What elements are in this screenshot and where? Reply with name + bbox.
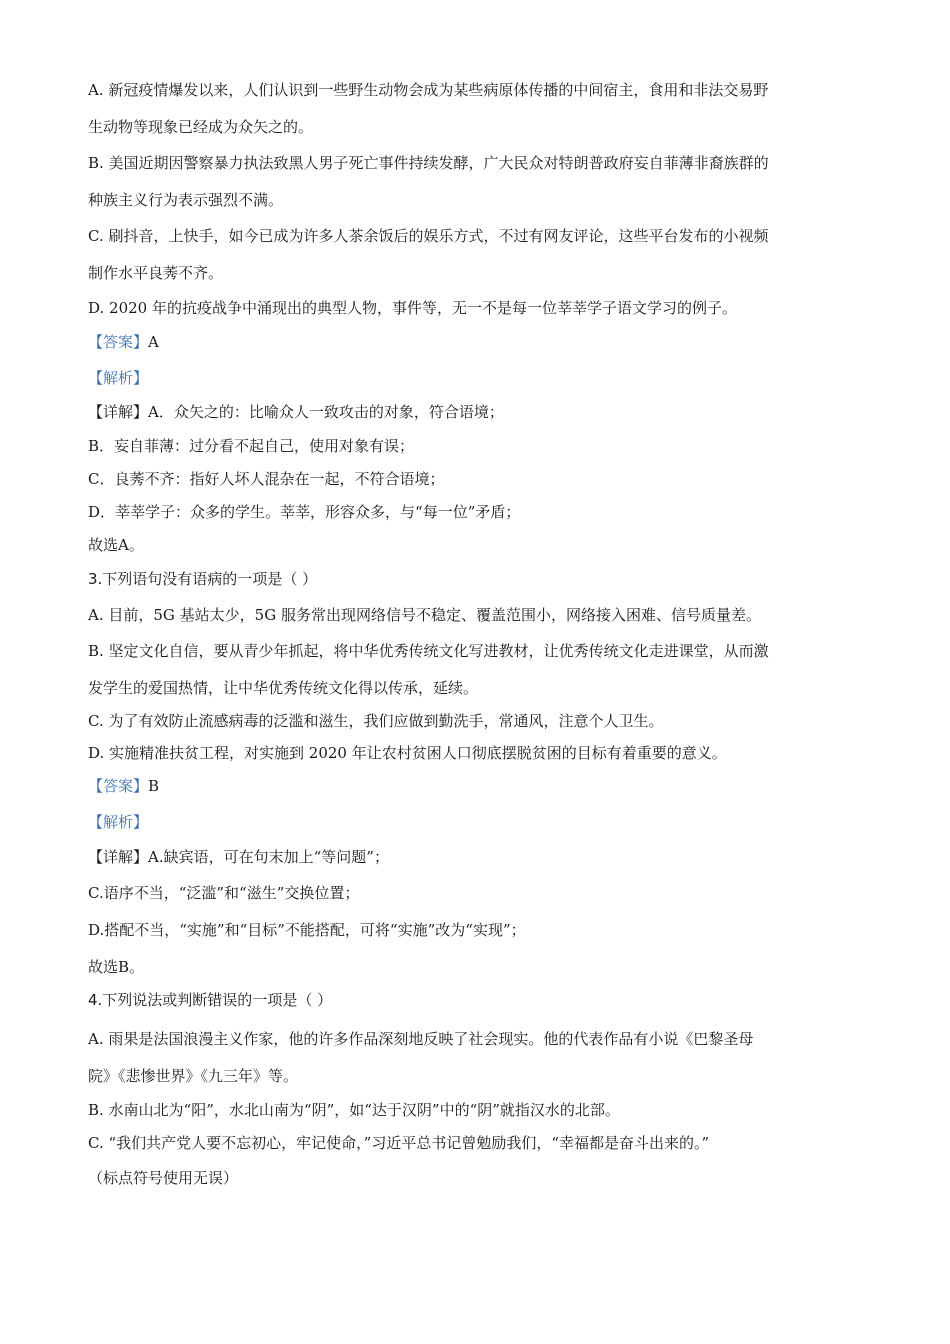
answer-value: B — [148, 777, 160, 795]
q3-detail-3: D.搭配不当，“实施”和“目标”不能搭配，可将“实施”改为“实现”； — [88, 921, 526, 939]
q3-option-b-line1: B. 坚定文化自信，要从青少年抓起，将中华优秀传统文化写进教材，让优秀传统文化走进课堂，从而激 — [88, 642, 769, 660]
answer-tag: 【答案】 — [88, 333, 149, 351]
q3-option-a: A. 目前，5G 基站太少，5G 服务常出现网络信号不稳定、覆盖范围小，网络接入困难、信号质量差。 — [88, 606, 761, 624]
answer-tag: 【答案】 — [88, 777, 149, 795]
q3-option-d: D. 实施精准扶贫工程，对实施到 2020 年让农村贫困人口彻底摆脱贫困的目标有着重要的意义。 — [88, 744, 727, 762]
q3-detail-2: C.语序不当，“泛滥”和“滋生”交换位置； — [88, 884, 360, 902]
q2-option-d-line1: D. 2020 年的抗疫战争中涌现出的典型人物，事件等，无一不是每一位莘莘学子语文学习的例子。 — [88, 299, 737, 317]
q2-answer — [88, 332, 159, 352]
q3-question: 3.下列语句没有语病的一项是（ ） — [88, 570, 318, 588]
q2-option-c-line1: C. 刷抖音，上快手，如今已成为许多人茶余饭后的娱乐方式，不过有网友评论，这些平台发布的小视频 — [88, 227, 769, 245]
answer-value: A — [148, 333, 159, 351]
q2-detail-3: C．良莠不齐：指好人坏人混杂在一起，不符合语境； — [88, 470, 445, 488]
q3-analysis-tag: 【解析】 — [88, 813, 149, 831]
q4-option-c-line1: C. “我们共产党人要不忘初心，牢记使命，”习近平总书记曾勉励我们，“幸福都是奋斗出来的。” — [88, 1134, 710, 1152]
q2-detail-4: D．莘莘学子：众多的学生。莘莘，形容众多，与“每一位”矛盾； — [88, 503, 521, 521]
q2-option-a-line2: 生动物等现象已经成为众矢之的。 — [88, 118, 314, 136]
q3-answer — [88, 776, 159, 796]
q2-detail-5: 故选A。 — [88, 536, 144, 554]
q2-option-b-line1: B. 美国近期因警察暴力执法致黑人男子死亡事件持续发酵，广大民众对特朗普政府妄自菲薄非裔族群的 — [88, 154, 769, 172]
q2-detail-1: 【详解】A．众矢之的：比喻众人一致攻击的对象，符合语境； — [88, 403, 504, 421]
q3-option-c: C. 为了有效防止流感病毒的泛滥和滋生，我们应做到勤洗手，常通风，注意个人卫生。 — [88, 712, 664, 730]
q2-analysis-tag: 【解析】 — [88, 369, 149, 387]
q4-option-c-line2: （标点符号使用无误） — [88, 1169, 239, 1187]
q3-detail-4: 故选B。 — [88, 958, 145, 976]
q4-question: 4.下列说法或判断错误的一项是（ ） — [88, 991, 333, 1009]
q3-option-b-line2: 发学生的爱国热情，让中华优秀传统文化得以传承，延续。 — [88, 679, 479, 697]
q2-detail-2: B．妄自菲薄：过分看不起自己，使用对象有误； — [88, 437, 415, 455]
q4-option-a-line2: 院》《悲惨世界》《九三年》等。 — [88, 1067, 299, 1085]
q2-option-c-line2: 制作水平良莠不齐。 — [88, 264, 224, 282]
q3-detail-1: 【详解】A.缺宾语，可在句末加上“等问题”； — [88, 848, 389, 866]
q2-option-a-line1: A. 新冠疫情爆发以来，人们认识到一些野生动物会成为某些病原体传播的中间宿主，食用和非法交易野 — [88, 81, 769, 99]
q4-option-a-line1: A. 雨果是法国浪漫主义作家，他的许多作品深刻地反映了社会现实。他的代表作品有小说《巴黎圣母 — [88, 1030, 754, 1048]
q2-option-b-line2: 种族主义行为表示强烈不满。 — [88, 191, 284, 209]
q4-option-b: B. 水南山北为“阳”，水北山南为“阴”，如“达于汉阴”中的“阴”就指汉水的北部。 — [88, 1101, 620, 1119]
